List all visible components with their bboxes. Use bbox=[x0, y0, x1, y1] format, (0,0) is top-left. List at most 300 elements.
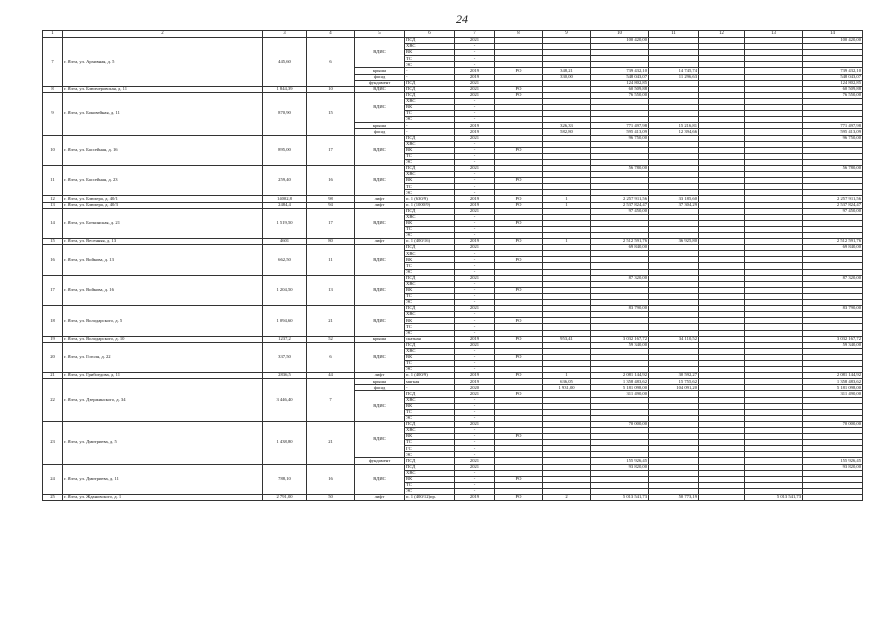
operator-cell: РО bbox=[495, 495, 543, 501]
count-cell: 44 bbox=[307, 373, 355, 379]
unit-cost-cell: 14 745,74 bbox=[649, 68, 699, 74]
cost-cell: 2 081 144,92 bbox=[591, 373, 649, 379]
total-cell: 771 497,98 bbox=[803, 123, 863, 129]
work-kind-cell: ВДИС bbox=[355, 165, 405, 195]
extra-cell bbox=[699, 495, 745, 501]
total-cell: 1 358 483,62 bbox=[803, 379, 863, 385]
cost-cell: 771 497,98 bbox=[591, 123, 649, 129]
work-item-cell: ХВС bbox=[405, 312, 455, 318]
year-cell: - bbox=[455, 214, 495, 220]
cost-cell: 100 420,00 bbox=[591, 38, 649, 44]
page-number: 24 bbox=[456, 12, 468, 26]
total-cell: 69 840,00 bbox=[803, 245, 863, 251]
area-cell: 870,90 bbox=[263, 92, 307, 135]
year-cell: - bbox=[455, 476, 495, 482]
work-item-cell: ХВС bbox=[405, 397, 455, 403]
row-number-cell: 13 bbox=[43, 202, 63, 208]
work-kind-cell: фасад bbox=[355, 74, 405, 80]
address-cell: г. Ялта, ул. Блюхера, д. 40/1 bbox=[63, 196, 263, 202]
work-item-cell: ЭС bbox=[405, 367, 455, 373]
work-item-cell: ТС bbox=[405, 324, 455, 330]
cost-cell: 1 358 483,62 bbox=[591, 379, 649, 385]
work-item-cell: ПСД bbox=[405, 208, 455, 214]
address-cell: г. Ялта, ул. Бассейная, д. 23 bbox=[63, 165, 263, 195]
work-item-cell: ХВС bbox=[405, 214, 455, 220]
address-cell: г. Ялта, ул. Гоголя, д. 22 bbox=[63, 342, 263, 372]
operator-cell: РО bbox=[495, 373, 543, 379]
work-item-cell: ПСД bbox=[405, 391, 455, 397]
year-cell: 2019 bbox=[455, 379, 495, 385]
year-cell: - bbox=[455, 367, 495, 373]
count-cell: 13 bbox=[307, 275, 355, 305]
work-kind-cell: фасад bbox=[355, 129, 405, 135]
year-cell: 2021 bbox=[455, 245, 495, 251]
work-item-cell: ВК bbox=[405, 318, 455, 324]
work-item-cell: ХВС bbox=[405, 44, 455, 50]
cost-cell: 155 926,45 bbox=[591, 458, 649, 464]
year-cell: - bbox=[455, 226, 495, 232]
total-cell: 76 550,00 bbox=[803, 92, 863, 98]
operator-cell: РО bbox=[495, 86, 543, 92]
unit-cost-cell: 30 592,27 bbox=[649, 373, 699, 379]
work-kind-cell: ВДИС bbox=[355, 135, 405, 165]
quantity-cell: 2 bbox=[543, 495, 591, 501]
operator-cell: РО bbox=[495, 354, 543, 360]
work-item-cell: ПСД bbox=[405, 86, 455, 92]
year-cell: 2019 bbox=[455, 373, 495, 379]
work-kind-cell: ВДИС bbox=[355, 275, 405, 305]
year-cell: 2019 bbox=[455, 129, 495, 135]
row-number-cell: 12 bbox=[43, 196, 63, 202]
work-kind-cell: лифт bbox=[355, 202, 405, 208]
year-cell: - bbox=[455, 44, 495, 50]
work-item-cell: ЭС bbox=[405, 300, 455, 306]
year-cell: - bbox=[455, 354, 495, 360]
year-cell: - bbox=[455, 105, 495, 111]
work-kind-cell: крыша bbox=[355, 336, 405, 342]
column-header: 14 bbox=[803, 31, 863, 38]
count-cell: 7 bbox=[307, 379, 355, 422]
work-kind-cell: ВДИС bbox=[355, 464, 405, 494]
quantity-cell: 636,05 bbox=[543, 379, 591, 385]
year-cell: - bbox=[455, 348, 495, 354]
address-cell: г. Ялта, ул. Блюхера, д. 40/3 bbox=[63, 202, 263, 208]
row-number-cell: 18 bbox=[43, 306, 63, 336]
year-cell: 2019 bbox=[455, 336, 495, 342]
address-cell: г. Ялта, ул. Войкова, д. 16 bbox=[63, 275, 263, 305]
year-cell: - bbox=[455, 440, 495, 446]
unit-cost-cell: 15 216,81 bbox=[649, 123, 699, 129]
count-cell: 17 bbox=[307, 135, 355, 165]
work-item-cell: ХВС bbox=[405, 348, 455, 354]
count-cell: 21 bbox=[307, 306, 355, 336]
year-cell: - bbox=[455, 482, 495, 488]
year-cell: - bbox=[455, 98, 495, 104]
work-kind-cell: ВДИС bbox=[355, 391, 405, 421]
unit-cost-cell: 11 296,63 bbox=[649, 74, 699, 80]
year-cell: - bbox=[455, 470, 495, 476]
work-kind-cell: крыша bbox=[355, 123, 405, 129]
work-item-cell: ТС bbox=[405, 56, 455, 62]
work-item-cell: ВК bbox=[405, 287, 455, 293]
cost-cell: 56 780,00 bbox=[591, 165, 649, 171]
year-cell: - bbox=[455, 409, 495, 415]
year-cell: - bbox=[455, 312, 495, 318]
work-item-cell: п. 1 (630/9) bbox=[405, 196, 455, 202]
unit-cost-cell: 15 755,62 bbox=[649, 379, 699, 385]
year-cell: 2021 bbox=[455, 38, 495, 44]
operator-cell: РО bbox=[495, 68, 543, 74]
year-cell: 2021 bbox=[455, 80, 495, 86]
year-cell: - bbox=[455, 488, 495, 494]
year-cell: - bbox=[455, 147, 495, 153]
work-item-cell: п. 1 (400/12)пр. bbox=[405, 495, 455, 501]
operator-cell: РО bbox=[495, 434, 543, 440]
year-cell: 2021 bbox=[455, 165, 495, 171]
work-item-cell: ТС bbox=[405, 482, 455, 488]
quantity-cell: 326,33 bbox=[543, 123, 591, 129]
year-cell: - bbox=[455, 251, 495, 257]
row-number-cell: 15 bbox=[43, 239, 63, 245]
total-cell: 5 181 098,00 bbox=[803, 385, 863, 391]
cost-cell: 3 032 167,72 bbox=[591, 336, 649, 342]
row-number-cell: 9 bbox=[43, 92, 63, 135]
area-cell: 2484,4 bbox=[263, 202, 307, 208]
unit-cost-cell: 37 304,29 bbox=[649, 202, 699, 208]
address-cell: г. Ялта, ул. Ждановского, д. 1 bbox=[63, 495, 263, 501]
work-item-cell: скатная bbox=[405, 336, 455, 342]
quantity-cell: 1 bbox=[543, 239, 591, 245]
cost-cell: 70 000,00 bbox=[591, 421, 649, 427]
quantity-cell: 1 bbox=[543, 196, 591, 202]
work-kind-cell: фундамент bbox=[355, 458, 405, 464]
year-cell: - bbox=[455, 446, 495, 452]
count-cell: 80 bbox=[307, 239, 355, 245]
count-cell: 6 bbox=[307, 342, 355, 372]
work-item-cell: ЭС bbox=[405, 330, 455, 336]
work-item-cell: - bbox=[405, 123, 455, 129]
area-cell: 337,50 bbox=[263, 342, 307, 372]
register-body bbox=[43, 38, 863, 501]
work-item-cell: ЭС bbox=[405, 62, 455, 68]
cost-cell: 60 509,88 bbox=[591, 86, 649, 92]
area-cell: 788,10 bbox=[263, 464, 307, 494]
count-cell: 50 bbox=[307, 495, 355, 501]
year-cell: 2021 bbox=[455, 135, 495, 141]
year-cell: 2021 bbox=[455, 275, 495, 281]
year-cell: 2021 bbox=[455, 86, 495, 92]
work-item-cell: ТС bbox=[405, 440, 455, 446]
unit-cost-cell: 12 394,66 bbox=[649, 129, 699, 135]
quantity-cell: 582,80 bbox=[543, 129, 591, 135]
area-cell: 445,60 bbox=[263, 38, 307, 87]
year-cell: - bbox=[455, 287, 495, 293]
cost-cell: 2 512 591,76 bbox=[591, 239, 649, 245]
cost-cell: 76 550,00 bbox=[591, 92, 649, 98]
row-number-cell: 14 bbox=[43, 208, 63, 238]
count-cell: 15 bbox=[307, 92, 355, 135]
area-cell: 1 438,80 bbox=[263, 421, 307, 464]
address-cell: г. Ялта, ул. Боковейная, д. 11 bbox=[63, 92, 263, 135]
total-cell: 548 043,07 bbox=[803, 74, 863, 80]
work-item-cell: ВК bbox=[405, 147, 455, 153]
work-item-cell: ПСД bbox=[405, 80, 455, 86]
cost-cell: 595 413,09 bbox=[591, 129, 649, 135]
column-header: 6 bbox=[405, 31, 455, 38]
year-cell: 2019 bbox=[455, 239, 495, 245]
year-cell: 2021 bbox=[455, 458, 495, 464]
year-cell: 2021 bbox=[455, 306, 495, 312]
register-sheet bbox=[42, 30, 862, 600]
column-header: 4 bbox=[307, 31, 355, 38]
year-cell: - bbox=[455, 281, 495, 287]
operator-cell: РО bbox=[495, 196, 543, 202]
column-number-row bbox=[43, 31, 863, 38]
row-number-cell: 24 bbox=[43, 464, 63, 494]
capital-repair-table bbox=[42, 30, 863, 501]
year-cell: - bbox=[455, 293, 495, 299]
work-item-cell: ТС bbox=[405, 226, 455, 232]
year-cell: - bbox=[455, 50, 495, 56]
work-item-cell: ПСД bbox=[405, 342, 455, 348]
total-cell bbox=[803, 495, 863, 501]
unit-cost-cell: 34 110,52 bbox=[649, 336, 699, 342]
quantity-cell: 1 bbox=[543, 202, 591, 208]
year-cell: - bbox=[455, 263, 495, 269]
quantity-cell: 1 bbox=[543, 373, 591, 379]
column-header: 10 bbox=[591, 31, 649, 38]
work-item-cell: мягкая bbox=[405, 379, 455, 385]
year-cell: 2021 bbox=[455, 92, 495, 98]
total-cell: 2 512 591,76 bbox=[803, 239, 863, 245]
year-cell: 2019 bbox=[455, 74, 495, 80]
year-cell: - bbox=[455, 318, 495, 324]
address-cell: г. Ялта, ул. Боткинская, д. 21 bbox=[63, 208, 263, 238]
year-cell: 2019 bbox=[455, 196, 495, 202]
row-number-cell: 20 bbox=[43, 342, 63, 372]
address-cell: г. Ялта, ул. Блюхчеровская, д. 11 bbox=[63, 86, 263, 92]
work-item-cell: ХВС bbox=[405, 470, 455, 476]
cost-cell: 548 043,07 bbox=[591, 74, 649, 80]
area-cell: 1 204,50 bbox=[263, 275, 307, 305]
work-item-cell: ЭС bbox=[405, 117, 455, 123]
operator-cell: РО bbox=[495, 202, 543, 208]
operator-cell: РО bbox=[495, 257, 543, 263]
year-cell: - bbox=[455, 184, 495, 190]
work-kind-cell: ВДИС bbox=[355, 342, 405, 372]
cost-cell: 83 790,00 bbox=[591, 306, 649, 312]
year-cell: - bbox=[455, 397, 495, 403]
work-item-cell: п. 1 (400/16) bbox=[405, 239, 455, 245]
row-number-cell: 21 bbox=[43, 373, 63, 379]
extra-cell: 5 013 541,73 bbox=[745, 495, 803, 501]
area-cell: 1237,2 bbox=[263, 336, 307, 342]
work-item-cell: ПСД bbox=[405, 306, 455, 312]
count-cell: 6 bbox=[307, 38, 355, 87]
total-cell: 3 032 167,72 bbox=[803, 336, 863, 342]
work-kind-cell: ВДИС bbox=[355, 86, 405, 92]
area-cell: 2 791,00 bbox=[263, 495, 307, 501]
work-kind-cell: лифт bbox=[355, 495, 405, 501]
row-number-cell: 7 bbox=[43, 38, 63, 87]
operator-cell: РО bbox=[495, 178, 543, 184]
column-header: 7 bbox=[455, 31, 495, 38]
work-item-cell: ПСД bbox=[405, 421, 455, 427]
work-item-cell: ХВС bbox=[405, 428, 455, 434]
total-cell: 2 081 144,92 bbox=[803, 373, 863, 379]
work-item-cell: ПСД bbox=[405, 38, 455, 44]
work-item-cell: ВК bbox=[405, 476, 455, 482]
work-item-cell: ТС bbox=[405, 111, 455, 117]
year-cell: - bbox=[455, 141, 495, 147]
column-header: 1 bbox=[43, 31, 63, 38]
work-item-cell: - bbox=[405, 385, 455, 391]
work-item-cell: ГС bbox=[405, 446, 455, 452]
work-item-cell: ВК bbox=[405, 105, 455, 111]
work-item-cell: ТС bbox=[405, 263, 455, 269]
work-item-cell: ПСД bbox=[405, 458, 455, 464]
total-cell: 93 820,00 bbox=[803, 464, 863, 470]
unit-cost-cell: 50 773,19 bbox=[649, 495, 699, 501]
year-cell: - bbox=[455, 159, 495, 165]
year-cell: - bbox=[455, 324, 495, 330]
operator-cell: РО bbox=[495, 287, 543, 293]
cost-cell: 2 537 824,47 bbox=[591, 202, 649, 208]
count-cell: 21 bbox=[307, 421, 355, 464]
total-cell: 70 000,00 bbox=[803, 421, 863, 427]
total-cell: 2 257 911,56 bbox=[803, 196, 863, 202]
work-item-cell: ЭС bbox=[405, 488, 455, 494]
area-cell: 2836,5 bbox=[263, 373, 307, 379]
address-cell: г. Ялта, ул. Володарского, д. 10 bbox=[63, 336, 263, 342]
total-cell: 100 420,00 bbox=[803, 38, 863, 44]
total-cell: 2 537 824,47 bbox=[803, 202, 863, 208]
address-cell: г. Ялта, ул. Володарского, д. 5 bbox=[63, 306, 263, 336]
work-item-cell: - bbox=[405, 129, 455, 135]
total-cell: 96 750,00 bbox=[803, 135, 863, 141]
work-item-cell: ВК bbox=[405, 354, 455, 360]
count-cell: 98 bbox=[307, 196, 355, 202]
year-cell: 2020 bbox=[455, 385, 495, 391]
column-header: 12 bbox=[699, 31, 745, 38]
column-header: 2 bbox=[63, 31, 263, 38]
address-cell: г. Ялта, ул. Дмитриева, д. 11 bbox=[63, 464, 263, 494]
work-item-cell: ВК bbox=[405, 434, 455, 440]
row-number-cell: 17 bbox=[43, 275, 63, 305]
work-item-cell: ХВС bbox=[405, 251, 455, 257]
work-item-cell: ЭС bbox=[405, 269, 455, 275]
operator-cell: РО bbox=[495, 318, 543, 324]
area-cell: 259,40 bbox=[263, 165, 307, 195]
unit-cost-cell: 104 091,20 bbox=[649, 385, 699, 391]
year-cell: - bbox=[455, 56, 495, 62]
year-cell: 2021 bbox=[455, 421, 495, 427]
work-item-cell: ТС bbox=[405, 293, 455, 299]
total-cell: 87 320,00 bbox=[803, 275, 863, 281]
area-cell: 3 446,40 bbox=[263, 379, 307, 422]
work-kind-cell: фасад bbox=[355, 385, 405, 391]
work-kind-cell: лифт bbox=[355, 373, 405, 379]
quantity-cell: 348,21 bbox=[543, 68, 591, 74]
work-item-cell: ВК bbox=[405, 220, 455, 226]
count-cell: 52 bbox=[307, 336, 355, 342]
year-cell: 2019 bbox=[455, 68, 495, 74]
year-cell: - bbox=[455, 220, 495, 226]
year-cell: 2021 bbox=[455, 208, 495, 214]
year-cell: - bbox=[455, 153, 495, 159]
work-item-cell: ПСД bbox=[405, 464, 455, 470]
work-item-cell: ВК bbox=[405, 257, 455, 263]
year-cell: - bbox=[455, 172, 495, 178]
area-cell: 1 844,39 bbox=[263, 86, 307, 92]
work-item-cell: ТС bbox=[405, 153, 455, 159]
count-cell: 11 bbox=[307, 245, 355, 275]
year-cell: - bbox=[455, 330, 495, 336]
work-kind-cell: ВДИС bbox=[355, 306, 405, 336]
cost-cell: 59 340,00 bbox=[591, 342, 649, 348]
column-header: 9 bbox=[543, 31, 591, 38]
work-kind-cell: крыша bbox=[355, 379, 405, 385]
cost-cell: 2 257 911,56 bbox=[591, 196, 649, 202]
work-kind-cell: ВДИС bbox=[355, 92, 405, 122]
total-cell: 97 450,00 bbox=[803, 208, 863, 214]
cost-cell: 311 490,00 bbox=[591, 391, 649, 397]
cost-cell: 124 802,85 bbox=[591, 80, 649, 86]
work-item-cell: ВК bbox=[405, 50, 455, 56]
cost-cell: 5 013 541,73 bbox=[591, 495, 649, 501]
work-item-cell: ПСД bbox=[405, 275, 455, 281]
work-item-cell: ХВС bbox=[405, 172, 455, 178]
operator-cell: РО bbox=[495, 476, 543, 482]
work-item-cell: ВК bbox=[405, 403, 455, 409]
row-number-cell: 8 bbox=[43, 86, 63, 92]
total-cell: 83 790,00 bbox=[803, 306, 863, 312]
work-kind-cell: ВДИС bbox=[355, 208, 405, 238]
table-row bbox=[43, 495, 863, 501]
year-cell: - bbox=[455, 300, 495, 306]
year-cell: - bbox=[455, 62, 495, 68]
work-item-cell: ПСД bbox=[405, 92, 455, 98]
area-cell: 662,50 bbox=[263, 245, 307, 275]
total-cell: 124 802,85 bbox=[803, 80, 863, 86]
work-item-cell: ХВС bbox=[405, 141, 455, 147]
quantity-cell: 953,41 bbox=[543, 336, 591, 342]
cost-cell: 69 840,00 bbox=[591, 245, 649, 251]
total-cell: 311 490,00 bbox=[803, 391, 863, 397]
year-cell: - bbox=[455, 257, 495, 263]
quantity-cell: 330,00 bbox=[543, 74, 591, 80]
cost-cell: 739 432,10 bbox=[591, 68, 649, 74]
year-cell: 2019 bbox=[455, 495, 495, 501]
area-cell: 14002,8 bbox=[263, 196, 307, 202]
year-cell: 2019 bbox=[455, 202, 495, 208]
address-cell: г. Ялта, ул. Дзержинского, д. 34 bbox=[63, 379, 263, 422]
work-kind-cell: крыша bbox=[355, 68, 405, 74]
count-cell: 16 bbox=[307, 165, 355, 195]
work-kind-cell: ВДИС bbox=[355, 38, 405, 68]
work-kind-cell: лифт bbox=[355, 239, 405, 245]
cost-cell: 5 181 098,00 bbox=[591, 385, 649, 391]
total-cell: 155 926,45 bbox=[803, 458, 863, 464]
work-kind-cell: лифт bbox=[355, 196, 405, 202]
operator-cell: РО bbox=[495, 239, 543, 245]
work-item-cell: - bbox=[405, 68, 455, 74]
address-cell: г. Ялта, ул. Дмитриева, д. 5 bbox=[63, 421, 263, 464]
count-cell: 16 bbox=[307, 464, 355, 494]
work-item-cell: ПСД bbox=[405, 245, 455, 251]
work-item-cell: ЭС bbox=[405, 233, 455, 239]
year-cell: - bbox=[455, 360, 495, 366]
